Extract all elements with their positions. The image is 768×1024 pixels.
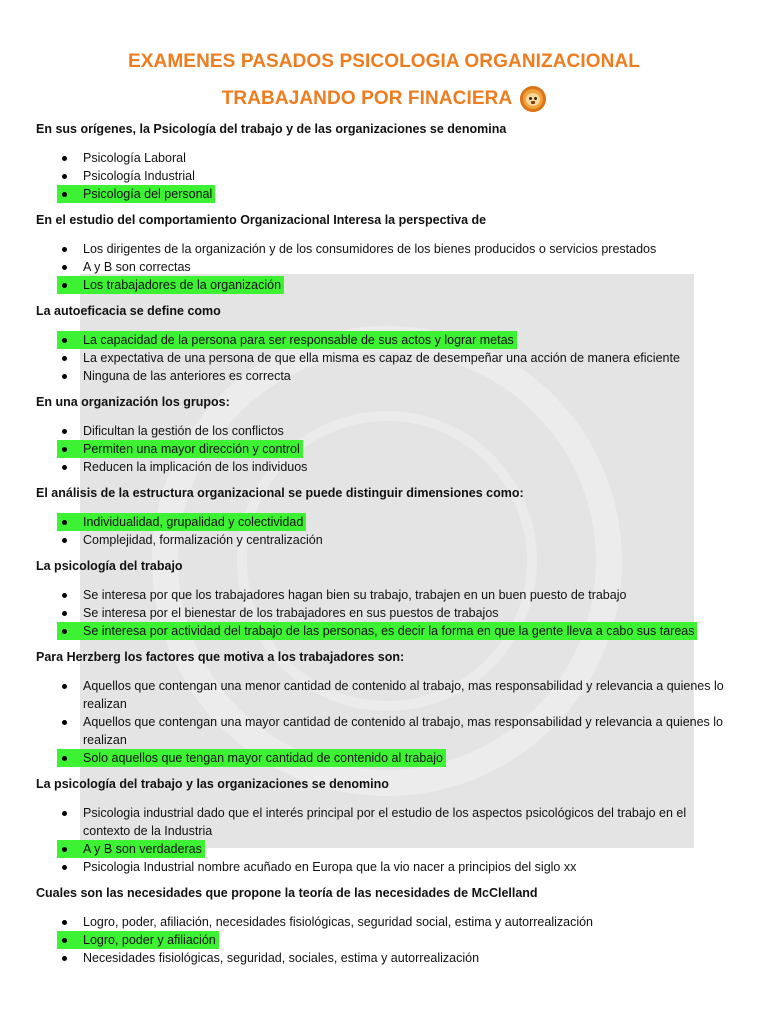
question-text: La psicología del trabajo y las organizaciones se denomino <box>36 777 389 791</box>
option-item-correct <box>57 440 303 458</box>
option-item <box>36 422 732 440</box>
bullet-icon <box>62 374 67 379</box>
bullet-icon <box>62 429 67 434</box>
option-text: Individualidad, grupalidad y colectividad <box>83 515 304 529</box>
bullet-icon <box>62 465 67 470</box>
option-list <box>36 804 732 876</box>
bullet-icon <box>62 920 67 925</box>
option-item <box>36 531 732 549</box>
bullet-icon <box>62 520 67 525</box>
question-text: En una organización los grupos: <box>36 395 230 409</box>
option-text: Se interesa por el bienestar de los trabajadores en sus puestos de trabajos <box>83 606 499 620</box>
option-item <box>36 804 732 840</box>
option-item <box>36 349 732 367</box>
bullet-icon <box>62 192 67 197</box>
option-list <box>36 240 732 294</box>
question-text: En el estudio del comportamiento Organizacional Interesa la perspectiva de <box>36 213 487 227</box>
option-list <box>36 422 732 476</box>
option-text: Los trabajadores de la organización <box>83 278 282 292</box>
option-text: Aquellos que contengan una menor cantidad de contenido al trabajo, mas responsabilidad y relevancia a quienes lo realizan <box>83 679 724 711</box>
option-text: Psicologia industrial dado que el interés principal por el estudio de los aspectos psicológicos del trabajo en el contexto de la Industria <box>83 806 687 838</box>
bullet-icon <box>62 756 67 761</box>
option-text: A y B son verdaderas <box>83 842 202 856</box>
lion-icon <box>520 86 546 112</box>
question-block <box>36 485 732 549</box>
document-subtitle <box>36 86 732 112</box>
option-list <box>36 677 732 767</box>
question-list <box>36 121 732 967</box>
bullet-icon <box>62 593 67 598</box>
question-block <box>36 121 732 203</box>
document-title: EXAMENES PASADOS PSICOLOGIA ORGANIZACIONAL <box>128 51 640 72</box>
question-block <box>36 558 732 640</box>
option-item <box>36 240 732 258</box>
question-text: En sus orígenes, la Psicología del trabajo y de las organizaciones se denomina <box>36 122 507 136</box>
option-text: Solo aquellos que tengan mayor cantidad de contenido al trabajo <box>83 751 443 765</box>
bullet-icon <box>62 247 67 252</box>
option-item-correct <box>57 185 215 203</box>
bullet-icon <box>62 938 67 943</box>
option-item-correct <box>57 749 446 767</box>
bullet-icon <box>62 156 67 161</box>
option-item <box>36 858 732 876</box>
option-text: Los dirigentes de la organización y de los consumidores de los bienes producidos o servicios prestados <box>83 242 657 256</box>
question-text: La autoeficacia se define como <box>36 304 221 318</box>
bullet-icon <box>62 356 67 361</box>
question-block <box>36 885 732 967</box>
option-item <box>36 167 732 185</box>
option-text: Reducen la implicación de los individuos <box>83 460 308 474</box>
option-list <box>36 331 732 385</box>
option-text: Dificultan la gestión de los conflictos <box>83 424 284 438</box>
question-text: La psicología del trabajo <box>36 559 183 573</box>
option-text: Psicología del personal <box>83 187 213 201</box>
bullet-icon <box>62 956 67 961</box>
option-item <box>36 586 732 604</box>
option-text: Permiten una mayor dirección y control <box>83 442 300 456</box>
option-text: Psicología Industrial <box>83 169 195 183</box>
bullet-icon <box>62 174 67 179</box>
question-block <box>36 212 732 294</box>
option-text: A y B son correctas <box>83 260 191 274</box>
option-item <box>36 604 732 622</box>
option-text: Logro, poder y afiliación <box>83 933 216 947</box>
option-item-correct <box>57 931 219 949</box>
question-block <box>36 394 732 476</box>
option-text: Se interesa por que los trabajadores hagan bien su trabajo, trabajen en un buen puesto de trabajo <box>83 588 627 602</box>
option-text: Necesidades fisiológicas, seguridad, sociales, estima y autorrealización <box>83 951 480 965</box>
bullet-icon <box>62 684 67 689</box>
option-item <box>36 913 732 931</box>
bullet-icon <box>62 720 67 725</box>
option-text: La expectativa de una persona de que ella misma es capaz de desempeñar una acción de manera eficiente <box>83 351 680 365</box>
option-item <box>36 367 732 385</box>
bullet-icon <box>62 811 67 816</box>
option-list <box>36 149 732 203</box>
option-item-correct <box>57 840 205 858</box>
question-text: El análisis de la estructura organizacional se puede distinguir dimensiones como: <box>36 486 524 500</box>
option-list <box>36 913 732 967</box>
subtitle-text: TRABAJANDO POR FINACIERA <box>221 88 513 109</box>
option-text: Complejidad, formalización y centralización <box>83 533 323 547</box>
option-item <box>36 458 732 476</box>
bullet-icon <box>62 265 67 270</box>
option-item-correct <box>57 331 517 349</box>
question-block <box>36 303 732 385</box>
question-text: Cuales son las necesidades que propone la teoría de las necesidades de McClelland <box>36 886 538 900</box>
bullet-icon <box>62 847 67 852</box>
option-item-correct <box>57 622 697 640</box>
option-item-correct <box>57 276 284 294</box>
question-block <box>36 776 732 876</box>
option-item <box>36 149 732 167</box>
option-text: Ninguna de las anteriores es correcta <box>83 369 291 383</box>
bullet-icon <box>62 538 67 543</box>
option-text: Psicología Laboral <box>83 151 186 165</box>
option-text: Psicologia Industrial nombre acuñado en Europa que la vio nacer a principios del siglo xx <box>83 860 577 874</box>
bullet-icon <box>62 865 67 870</box>
option-text: Se interesa por actividad del trabajo de las personas, es decir la forma en que la gente lleva a cabo sus tareas <box>83 624 695 638</box>
option-text: Aquellos que contengan una mayor cantidad de contenido al trabajo, mas responsabilidad y relevancia a quienes lo realizan <box>83 715 724 747</box>
bullet-icon <box>62 447 67 452</box>
option-text: La capacidad de la persona para ser responsable de sus actos y lograr metas <box>83 333 514 347</box>
option-item-correct <box>57 513 306 531</box>
option-item <box>36 258 732 276</box>
option-list <box>36 586 732 640</box>
question-text: Para Herzberg los factores que motiva a los trabajadores son: <box>36 650 405 664</box>
option-item <box>36 677 732 713</box>
option-item <box>36 713 732 749</box>
bullet-icon <box>62 611 67 616</box>
option-list <box>36 513 732 549</box>
bullet-icon <box>62 283 67 288</box>
question-block <box>36 649 732 767</box>
option-text: Logro, poder, afiliación, necesidades fisiológicas, seguridad social, estima y autorrealización <box>83 915 594 929</box>
bullet-icon <box>62 629 67 634</box>
option-item <box>36 949 732 967</box>
bullet-icon <box>62 338 67 343</box>
